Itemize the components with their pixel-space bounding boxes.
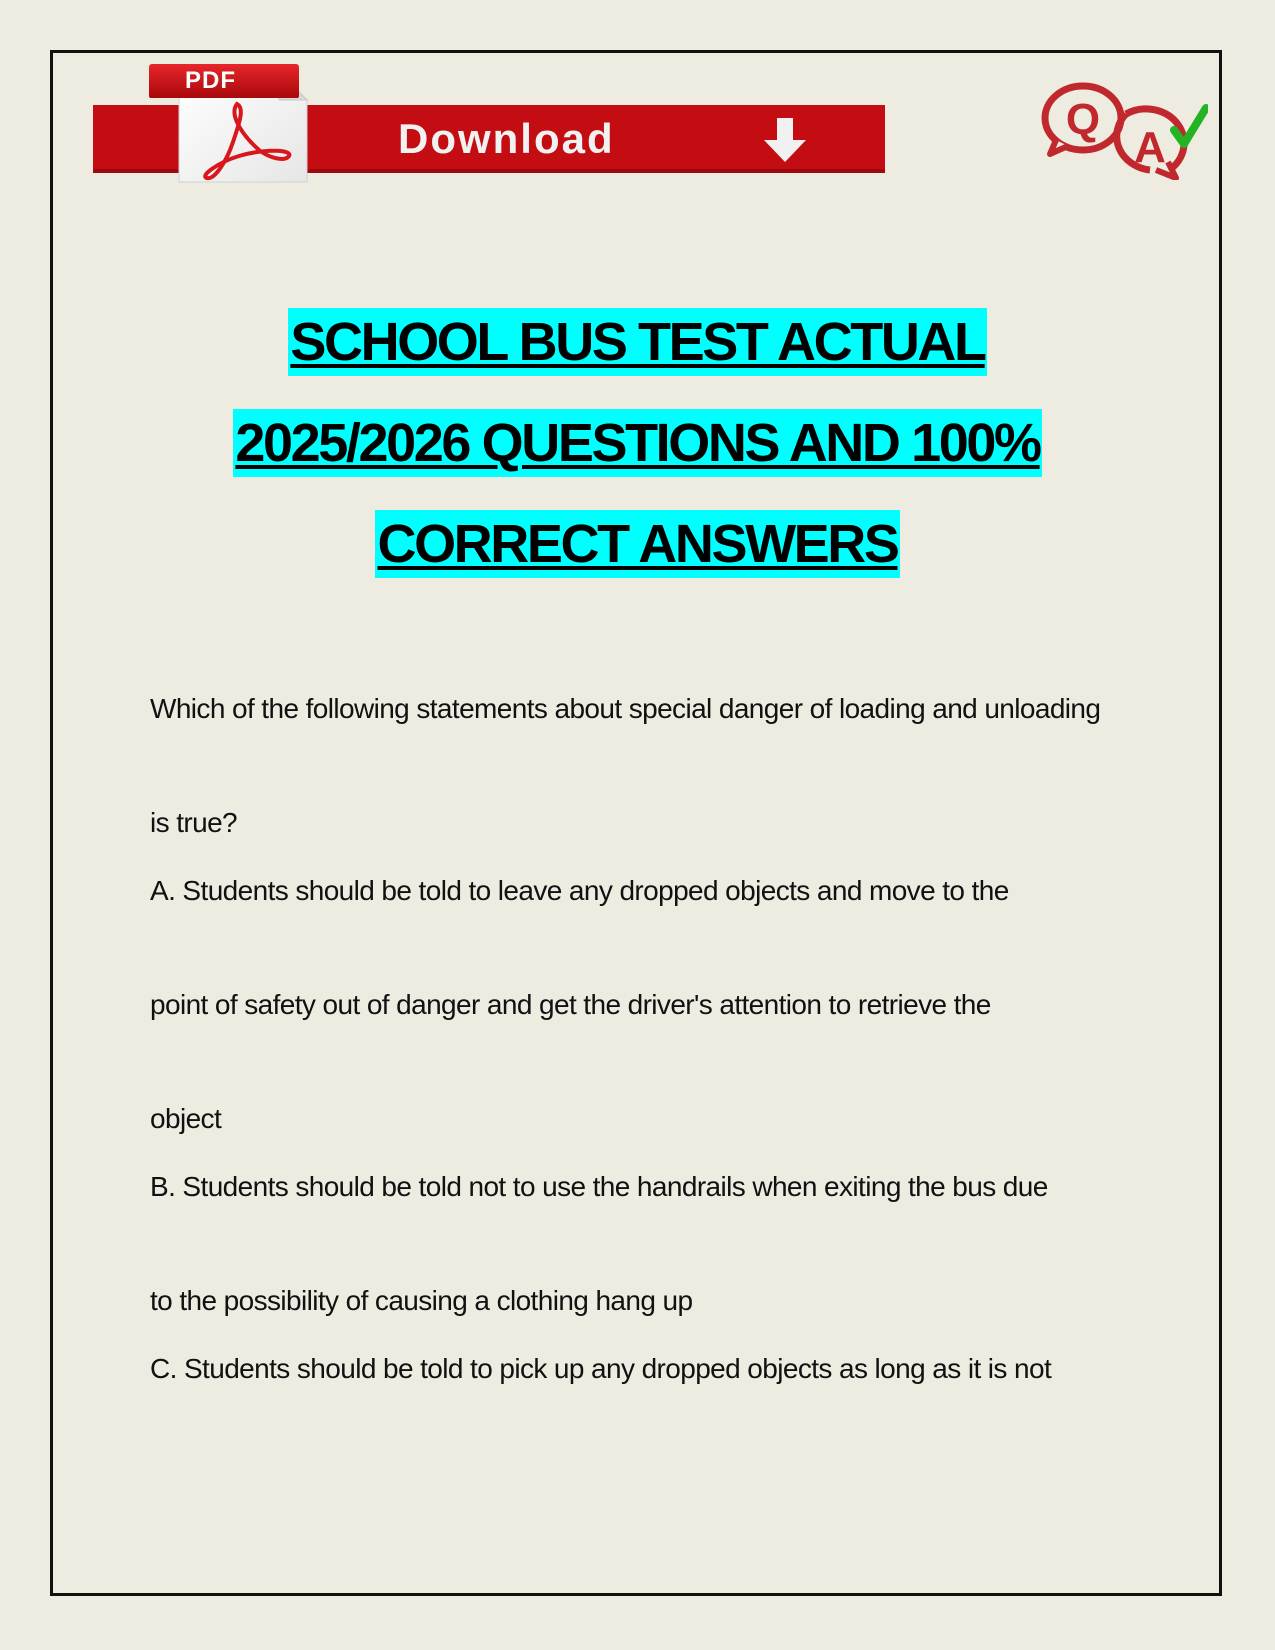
question-stem: is true? [150,807,238,838]
svg-text:A: A [1134,123,1166,172]
document-title [0,308,1275,611]
option-b-text: to the possibility of causing a clothing hang up [150,1285,693,1316]
pdf-download-banner[interactable] [93,62,885,184]
arrow-down-icon [760,116,810,164]
option-c-text: C. Students should be told to pick up any dropped objects as long as it is not [150,1353,1052,1384]
pdf-label: PDF [149,64,299,98]
option-a-text: A. Students should be told to leave any dropped objects and move to the [150,875,1009,906]
qa-logo [1038,78,1208,180]
option-a-text: point of safety out of danger and get the driver's attention to retrieve the [150,989,991,1020]
download-label: Download [398,115,615,162]
pdf-document-icon [149,64,309,184]
option-b-text: B. Students should be told not to use the handrails when exiting the bus due [150,1171,1048,1202]
option-a-text: object [150,1103,222,1134]
title-line: CORRECT ANSWERS [375,510,899,578]
title-line: 2025/2026 QUESTIONS AND 100% [233,409,1041,477]
a-speech-bubble-icon [1117,109,1184,178]
title-line: SCHOOL BUS TEST ACTUAL [288,308,986,376]
q-speech-bubble-icon [1045,86,1121,154]
svg-text:Q: Q [1065,95,1101,144]
question-stem: Which of the following statements about special danger of loading and unloading [150,693,1101,724]
